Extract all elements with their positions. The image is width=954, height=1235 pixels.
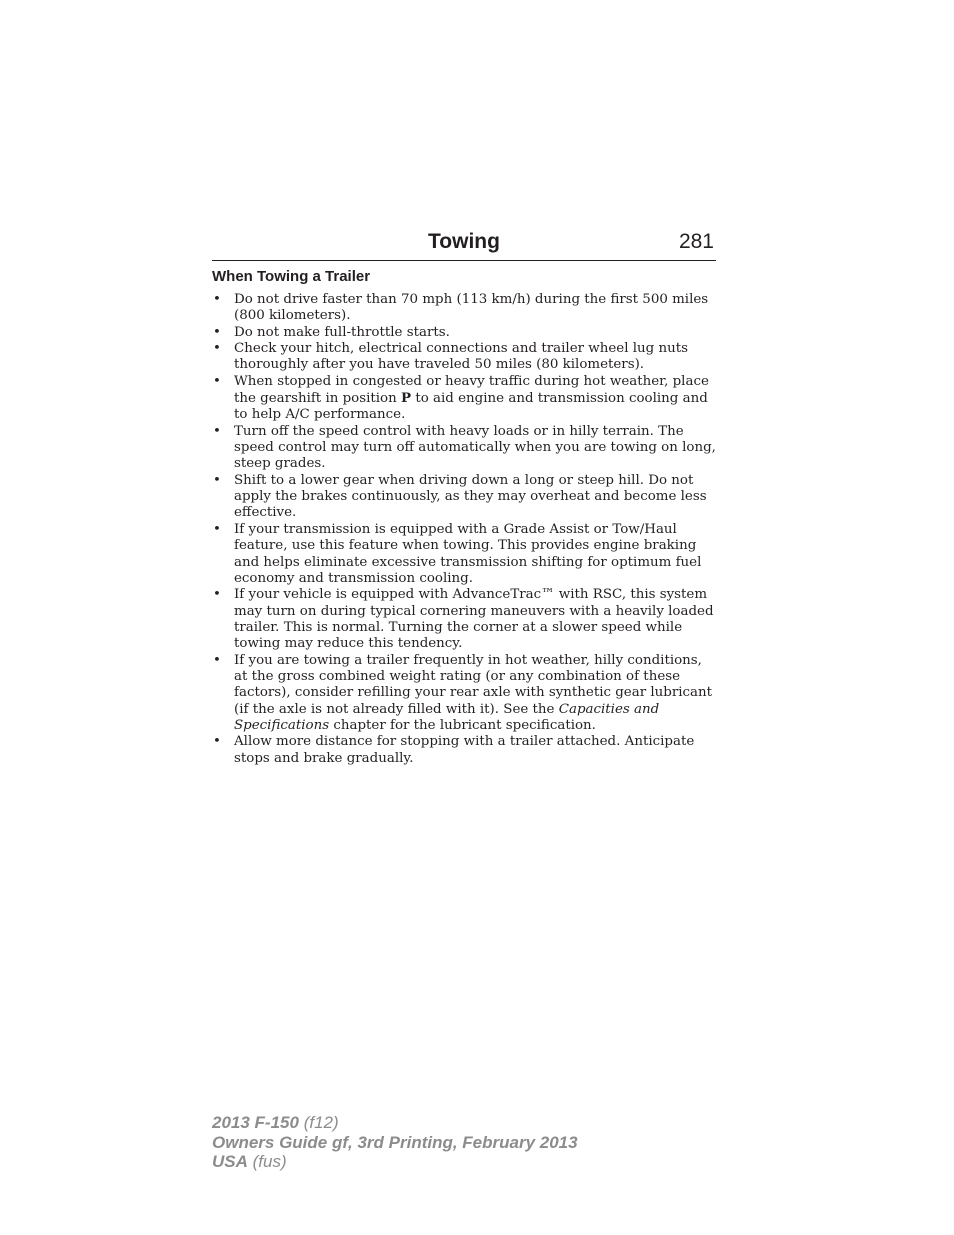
footer-line-market — [212, 1152, 578, 1172]
list-item — [212, 292, 718, 325]
list-item — [212, 424, 718, 473]
list-item-text: Turn off the speed control with heavy loads or in hilly terrain. The speed control may turn off automatically when you are towing on long, steep grades. — [234, 423, 716, 472]
list-item-text-pre: If you are towing a trailer frequently in hot weather, hilly conditions, at the gross combined weight rating (or any combination of these factors), consider refilling your rear axle with synthetic gear lubricant (if the axle is not already filled with it). See the — [234, 652, 713, 717]
page-number: 281 — [678, 230, 714, 253]
footer-line-guide — [212, 1133, 578, 1153]
chapter-reference: Capacities and Specifications — [234, 701, 660, 733]
footer-model-code: (f12) — [303, 1113, 339, 1132]
list-item — [212, 522, 718, 587]
bullet-list — [212, 292, 718, 767]
bullet-icon: • — [213, 373, 221, 389]
bullet-icon: • — [213, 734, 221, 750]
list-item-text: Check your hitch, electrical connections and trailer wheel lug nuts thoroughly after you have traveled 50 miles (80 kilometers). — [234, 341, 688, 373]
list-item-text: Do not drive faster than 70 mph (113 km/h) during the first 500 miles (800 kilometers). — [234, 292, 709, 324]
list-item-text-pre: When stopped in congested or heavy traffic during hot weather, place the gearshift in position — [234, 373, 709, 407]
list-item-text-post: chapter for the lubricant specification. — [329, 717, 596, 733]
bullet-icon: • — [213, 587, 221, 603]
list-item — [212, 341, 718, 374]
list-item-text: Allow more distance for stopping with a trailer attached. Anticipate stops and brake gradually. — [234, 734, 695, 766]
list-item-text: If your vehicle is equipped with AdvanceTrac™ with RSC, this system may turn on during typical cornering maneuvers with a heavily loaded trailer. This is normal. Turning the corner at a slower speed while towing may reduce this tendency. — [234, 587, 714, 652]
list-item-text: Shift to a lower gear when driving down a long or steep hill. Do not apply the brakes continuously, as they may overheat and become less effective. — [234, 472, 707, 521]
gearshift-position-label: P — [401, 390, 412, 407]
page-header — [212, 228, 716, 261]
footer-market-code: (fus) — [252, 1152, 287, 1171]
bullet-icon: • — [213, 472, 221, 488]
list-item-text-post: to aid engine and transmission cooling and to help A/C performance. — [234, 391, 708, 423]
footer-model: 2013 F-150 — [212, 1113, 299, 1132]
subheading: When Towing a Trailer — [212, 268, 371, 285]
list-item-text: Do not make full-throttle starts. — [234, 324, 450, 340]
bullet-icon: • — [213, 652, 221, 668]
list-item-text: If your transmission is equipped with a Grade Assist or Tow/Haul feature, use this feature when towing. This provides engine braking and helps eliminate excessive transmission shifting for optimum fuel economy and transmission cooling. — [234, 521, 702, 586]
list-item — [212, 587, 718, 652]
footer — [212, 1113, 578, 1172]
bullet-icon: • — [213, 292, 221, 307]
list-item — [212, 325, 718, 341]
bullet-icon: • — [213, 341, 221, 357]
list-item — [212, 653, 718, 735]
bullet-icon: • — [213, 423, 221, 439]
list-item — [212, 473, 718, 522]
bullet-icon: • — [213, 324, 221, 340]
footer-market: USA — [212, 1152, 248, 1171]
section-title: Towing — [428, 230, 500, 253]
bullet-icon: • — [213, 521, 221, 537]
footer-line-model — [212, 1113, 578, 1133]
list-item — [212, 374, 718, 424]
list-item — [212, 734, 718, 767]
footer-guide: Owners Guide gf, 3rd Printing, February 2013 — [212, 1132, 578, 1152]
